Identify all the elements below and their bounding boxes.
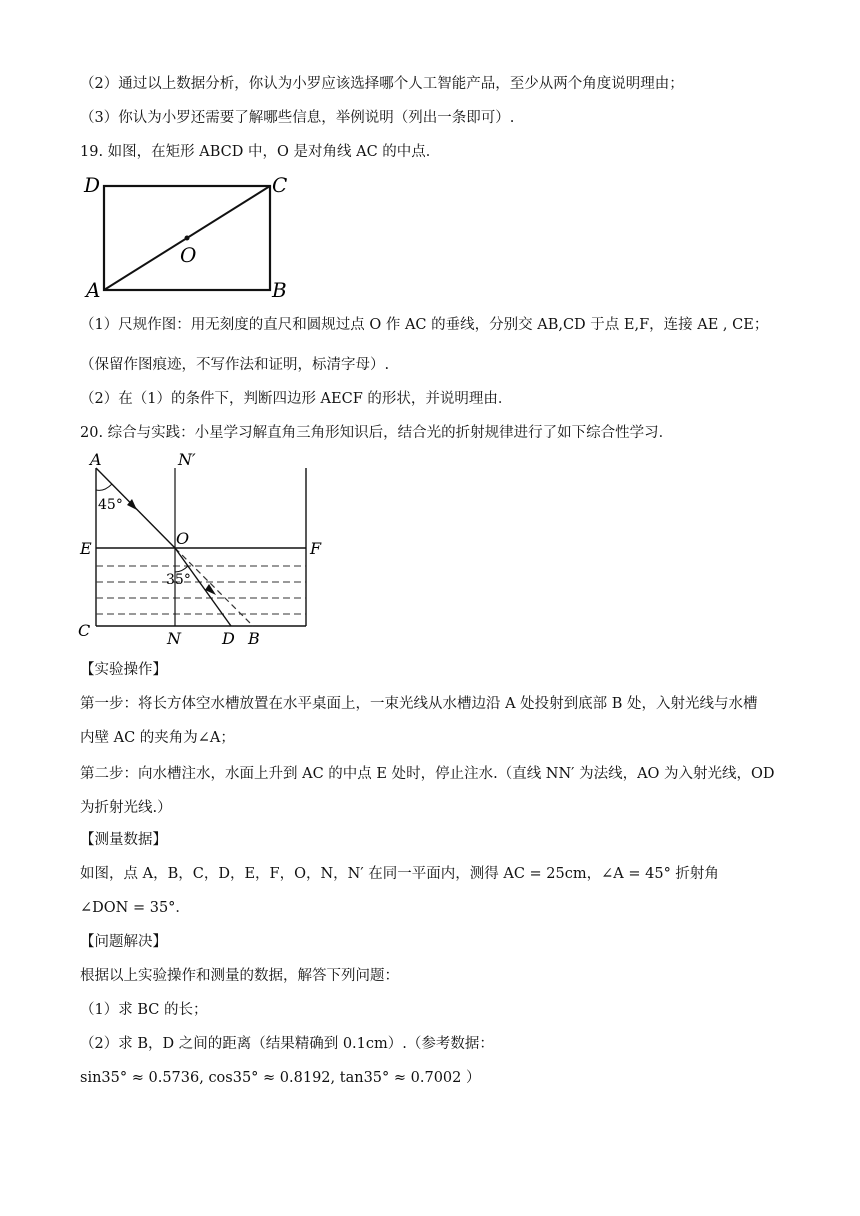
q20-step1-line2: 内壁 AC 的夹角为∠A； (80, 730, 235, 746)
label-d: D (84, 173, 101, 197)
q18-sub3: （3）你认为小罗还需要了解哪些信息，举例说明（列出一条即可）. (80, 110, 515, 126)
label-o: O (176, 529, 190, 548)
q19-stem: 19. 如图，在矩形 ABCD 中，O 是对角线 AC 的中点． (80, 144, 441, 160)
label-c: C (272, 173, 288, 197)
q20-sub1: （1）求 BC 的长； (80, 1002, 208, 1018)
label-n: N (167, 629, 181, 648)
label-a: A (90, 450, 102, 469)
q20-step2-line2: 为折射光线.） (80, 800, 172, 816)
point-o (185, 236, 190, 241)
q20-meas-line2: ∠DON = 35°． (80, 900, 190, 916)
label-angle-45: 45° (98, 497, 123, 513)
label-d: D (222, 629, 235, 648)
label-e: E (80, 539, 92, 558)
label-a: A (86, 278, 101, 302)
label-c: C (78, 621, 91, 640)
q20-step1-line1: 第一步：将长方体空水槽放置在水平桌面上，一束光线从水槽边沿 A 处投射到底部 B 处，入射光线与水槽 (80, 696, 758, 712)
label-b: B (248, 629, 260, 648)
q20-step2-line1: 第二步：向水槽注水，水面上升到 AC 的中点 E 处时，停止注水.（直线 NN′ 为法线，AO 为入射光线，OD (80, 766, 775, 782)
heading-experiment: 【实验操作】 (80, 662, 167, 678)
angle-arc-45 (96, 484, 112, 490)
label-angle-35: 35° (166, 572, 191, 588)
q19-figure (82, 170, 302, 302)
label-n-prime: N′ (178, 450, 196, 469)
q19-sub1-line1: （1）尺规作图：用无刻度的直尺和圆规过点 O 作 AC 的垂线，分别交 AB,CD 于点 E,F，连接 AE , CE； (80, 317, 769, 333)
label-f: F (310, 539, 322, 558)
q20-solve-intro: 根据以上实验操作和测量的数据，解答下列问题： (80, 968, 399, 984)
water-lines (96, 566, 306, 614)
heading-measurement: 【测量数据】 (80, 832, 167, 848)
heading-problem-solving: 【问题解决】 (80, 934, 167, 950)
q20-sub2: （2）求 B，D 之间的距离（结果精确到 0.1cm）.（参考数据： (80, 1036, 494, 1052)
q19-sub1-line2: （保留作图痕迹，不写作法和证明，标清字母）. (80, 357, 390, 373)
arrow-refracted-icon (205, 584, 216, 595)
q19-sub2: （2）在（1）的条件下，判断四边形 AECF 的形状，并说明理由． (80, 391, 513, 407)
label-b: B (272, 278, 287, 302)
q20-stem: 20. 综合与实践：小星学习解直角三角形知识后，结合光的折射规律进行了如下综合性学习． (80, 425, 674, 441)
q18-sub2: （2）通过以上数据分析，你认为小罗应该选择哪个人工智能产品，至少从两个角度说明理由； (80, 76, 684, 92)
label-o: O (180, 243, 197, 267)
q20-meas-line1: 如图，点 A，B，C，D，E，F，O，N，N′ 在同一平面内，测得 AC = 25cm，∠A = 45° 折射角 (80, 866, 719, 882)
q20-figure (74, 448, 344, 653)
q20-reference-data: sin35° ≈ 0.5736, cos35° ≈ 0.8192, tan35° ≈ 0.7002 ） (80, 1070, 481, 1086)
